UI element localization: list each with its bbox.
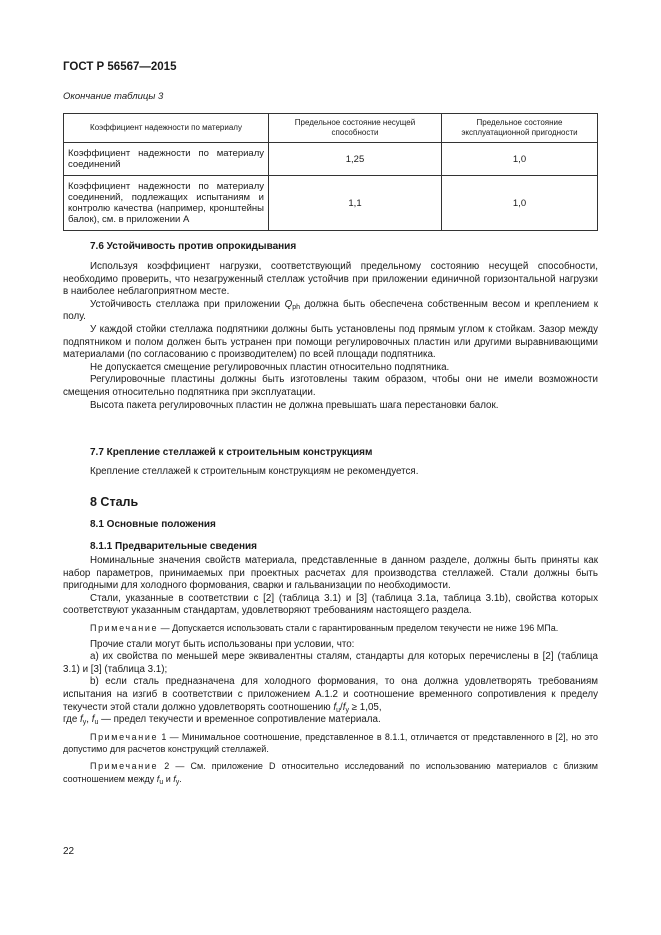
table-cell: 1,0 — [442, 176, 598, 231]
table-cell: 1,0 — [442, 143, 598, 176]
table-cell: 1,25 — [269, 143, 442, 176]
section-7-7-body — [63, 466, 598, 479]
table-cell: Коэффициент надежности по материалу соединений — [64, 143, 269, 176]
material-factor-table — [63, 113, 598, 231]
paragraph: Регулировочные пластины должны быть изготовлены таким образом, чтобы они не имели возможности смещения относительно подпятника при эксплуатации. — [63, 374, 598, 398]
list-item: а) их свойства по меньшей мере эквивалентны сталям, стандарты для которых перечислены в [2] (таблица 3.1) и [3] (таблица 3.1); — [63, 651, 598, 675]
note: Примечание 2 — См. приложение D относительно исследований по использованию материалов с близким соотношением между $f_u$ и $f_y$. — [63, 760, 598, 786]
note: Примечание 1 — Минимальное соотношение, представленное в 8.1.1, отличается от представленного в [2], но это допустимо для расчетов конструкций стеллажей. — [63, 731, 598, 755]
paragraph: Стали, указанные в соответствии с [2] (таблица 3.1) и [3] (таблица 3.1а, таблица 3.1b), свойства которых соответствуют указанным стандартам, удовлетворяют требованиям настоящего раздела. — [63, 592, 598, 617]
page-number: 22 — [63, 846, 75, 857]
table-caption: Окончание таблицы 3 — [63, 91, 164, 102]
section-7-7-heading: 7.7 Крепление стеллажей к строительным конструкциям — [90, 447, 373, 458]
paragraph: Используя коэффициент нагрузки, соответствующий предельному состоянию несущей способности, необходимо проверить, что незагруженный стеллаж устойчив при приложении единичной горизонтальной нагрузки в наиболее неблагоприятном месте. — [63, 261, 598, 298]
paragraph: Высота пакета регулировочных пластин не должна превышать шага перестановки балок. — [90, 399, 499, 411]
section-8-1-heading: 8.1 Основные положения — [90, 519, 216, 530]
paragraph: Прочие стали могут быть использованы при условии, что: — [90, 638, 355, 650]
paragraph: Крепление стеллажей к строительным конструкциям не рекомендуется. — [90, 466, 419, 477]
section-8-1-1-body — [63, 555, 598, 785]
section-8-1-1-heading: 8.1.1 Предварительные сведения — [90, 541, 258, 552]
table-row — [64, 176, 598, 231]
table-cell: 1,1 — [269, 176, 442, 231]
note-label: Примечание — [90, 622, 159, 633]
paragraph: Не допускается смещение регулировочных пластин относительно подпятника. — [90, 361, 450, 373]
note-label: Примечание — [90, 731, 159, 742]
paragraph: Устойчивость стеллажа при приложении $Q_{ph}$ должна быть обеспечена собственным весом и креплением к полу. — [63, 298, 598, 323]
section-7-6-heading: 7.6 Устойчивость против опрокидывания — [90, 241, 297, 252]
column-header: Коэффициент надежности по материалу — [64, 114, 269, 143]
note-label: Примечание — [90, 760, 159, 771]
symbol-q: Q — [284, 298, 293, 310]
paragraph: У каждой стойки стеллажа подпятники должны быть установлены под прямым углом к стойкам. Зазор между подпятником и полом должен быть устранен при помощи регулировочных пластин или другими выравнивающими материалами (по согласованию с производителем) по всей площади подпятника. — [63, 323, 598, 361]
list-item: b) если сталь предназначена для холодного формования, то она должна удовлетворять требованиям испытания на изгиб в соответствии с приложением А.1.2 и соотношение временного сопротивления к пределу текучести этой стали должно удовлетворять соотношению $f_u/f_y \ge 1,05$, — [63, 676, 598, 714]
note: Примечание — Допускается использовать стали с гарантированным пределом текучести не ниже 196 МПа. — [90, 622, 559, 633]
column-header: Предельное состояние несущей способности — [269, 114, 442, 143]
paragraph: Номинальные значения свойств материала, представленные в данном разделе, должны быть приняты как набор параметров, принимаемых при проектных расчетах для производства стеллажей. Стали должны быть пригодными для холодного формования, сварки и гальванизации по необходимости. — [63, 555, 598, 592]
column-header: Предельное состояние эксплуатационной пригодности — [442, 114, 598, 143]
section-7-6-body — [63, 261, 598, 412]
section-8-heading: 8 Сталь — [90, 495, 139, 509]
table-header-row — [64, 114, 598, 143]
table-cell: Коэффициент надежности по материалу соединений, подлежащих испытаниям и контролю качества (например, кронштейны балок), см. в приложении А — [64, 176, 269, 231]
document-header: ГОСТ Р 56567—2015 — [63, 61, 177, 73]
paragraph: где $f_y$, $f_u$ — предел текучести и временное сопротивление материала. — [63, 714, 381, 727]
table-row — [64, 143, 598, 176]
